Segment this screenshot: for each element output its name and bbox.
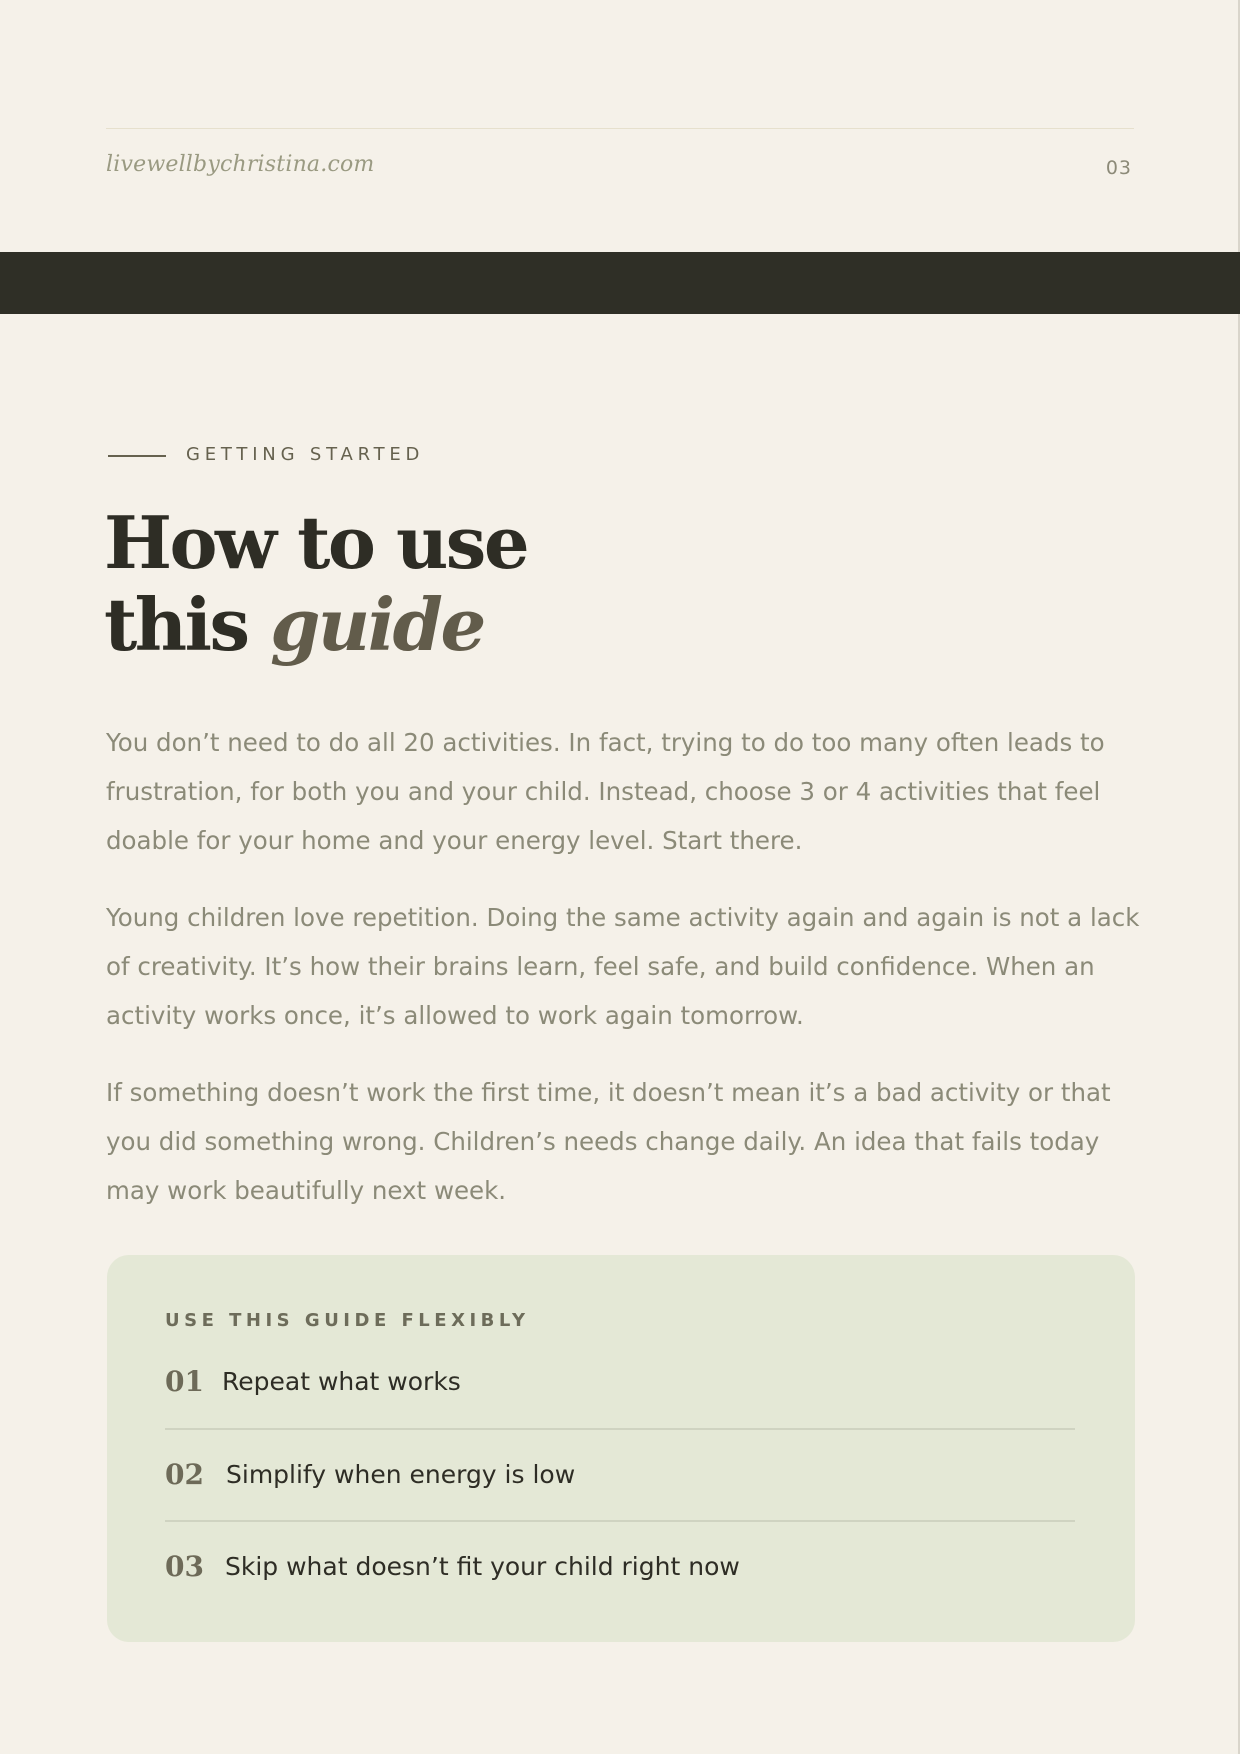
title-line-2-accent: guide xyxy=(270,582,484,667)
list-item xyxy=(165,1458,1075,1550)
item-number: 03 xyxy=(165,1550,204,1583)
eyebrow-rule xyxy=(108,455,166,457)
item-number: 02 xyxy=(165,1458,204,1491)
title-line-2-plain: this xyxy=(104,582,248,667)
header-band xyxy=(0,252,1240,314)
page-number: 03 xyxy=(1105,157,1132,179)
page-title xyxy=(104,502,527,666)
body-paragraph: You don’t need to do all 20 activities. In fact, trying to do too many often leads to frustration, for both you and your child. Instead, choose 3 or 4 activities that feel doable for your home and your energy level. Start there. xyxy=(106,728,1105,855)
flexible-guide-card xyxy=(107,1255,1135,1642)
list-item xyxy=(165,1550,1075,1642)
header-rule xyxy=(106,128,1134,129)
body-text xyxy=(106,718,1146,1243)
list-item xyxy=(165,1365,1075,1457)
item-divider xyxy=(165,1520,1075,1522)
item-label: Simplify when energy is low xyxy=(226,1460,576,1489)
item-label: Repeat what works xyxy=(222,1367,461,1396)
item-divider xyxy=(165,1428,1075,1430)
item-number: 01 xyxy=(165,1365,204,1398)
site-url: livewellbychristina.com xyxy=(106,152,375,177)
item-label: Skip what doesn’t fit your child right now xyxy=(225,1552,740,1581)
card-title: USE THIS GUIDE FLEXIBLY xyxy=(165,1310,530,1331)
section-eyebrow: GETTING STARTED xyxy=(186,444,425,465)
title-line-1: How to use xyxy=(104,500,528,585)
body-paragraph: Young children love repetition. Doing the same activity again and again is not a lack of creativity. It’s how their brains learn, feel safe, and build confidence. When an activity works once, it’s allowed to work again tomorrow. xyxy=(106,903,1140,1030)
body-paragraph: If something doesn’t work the first time, it doesn’t mean it’s a bad activity or that you did something wrong. Children’s needs change daily. An idea that fails today may work beautifully next week. xyxy=(106,1078,1111,1205)
